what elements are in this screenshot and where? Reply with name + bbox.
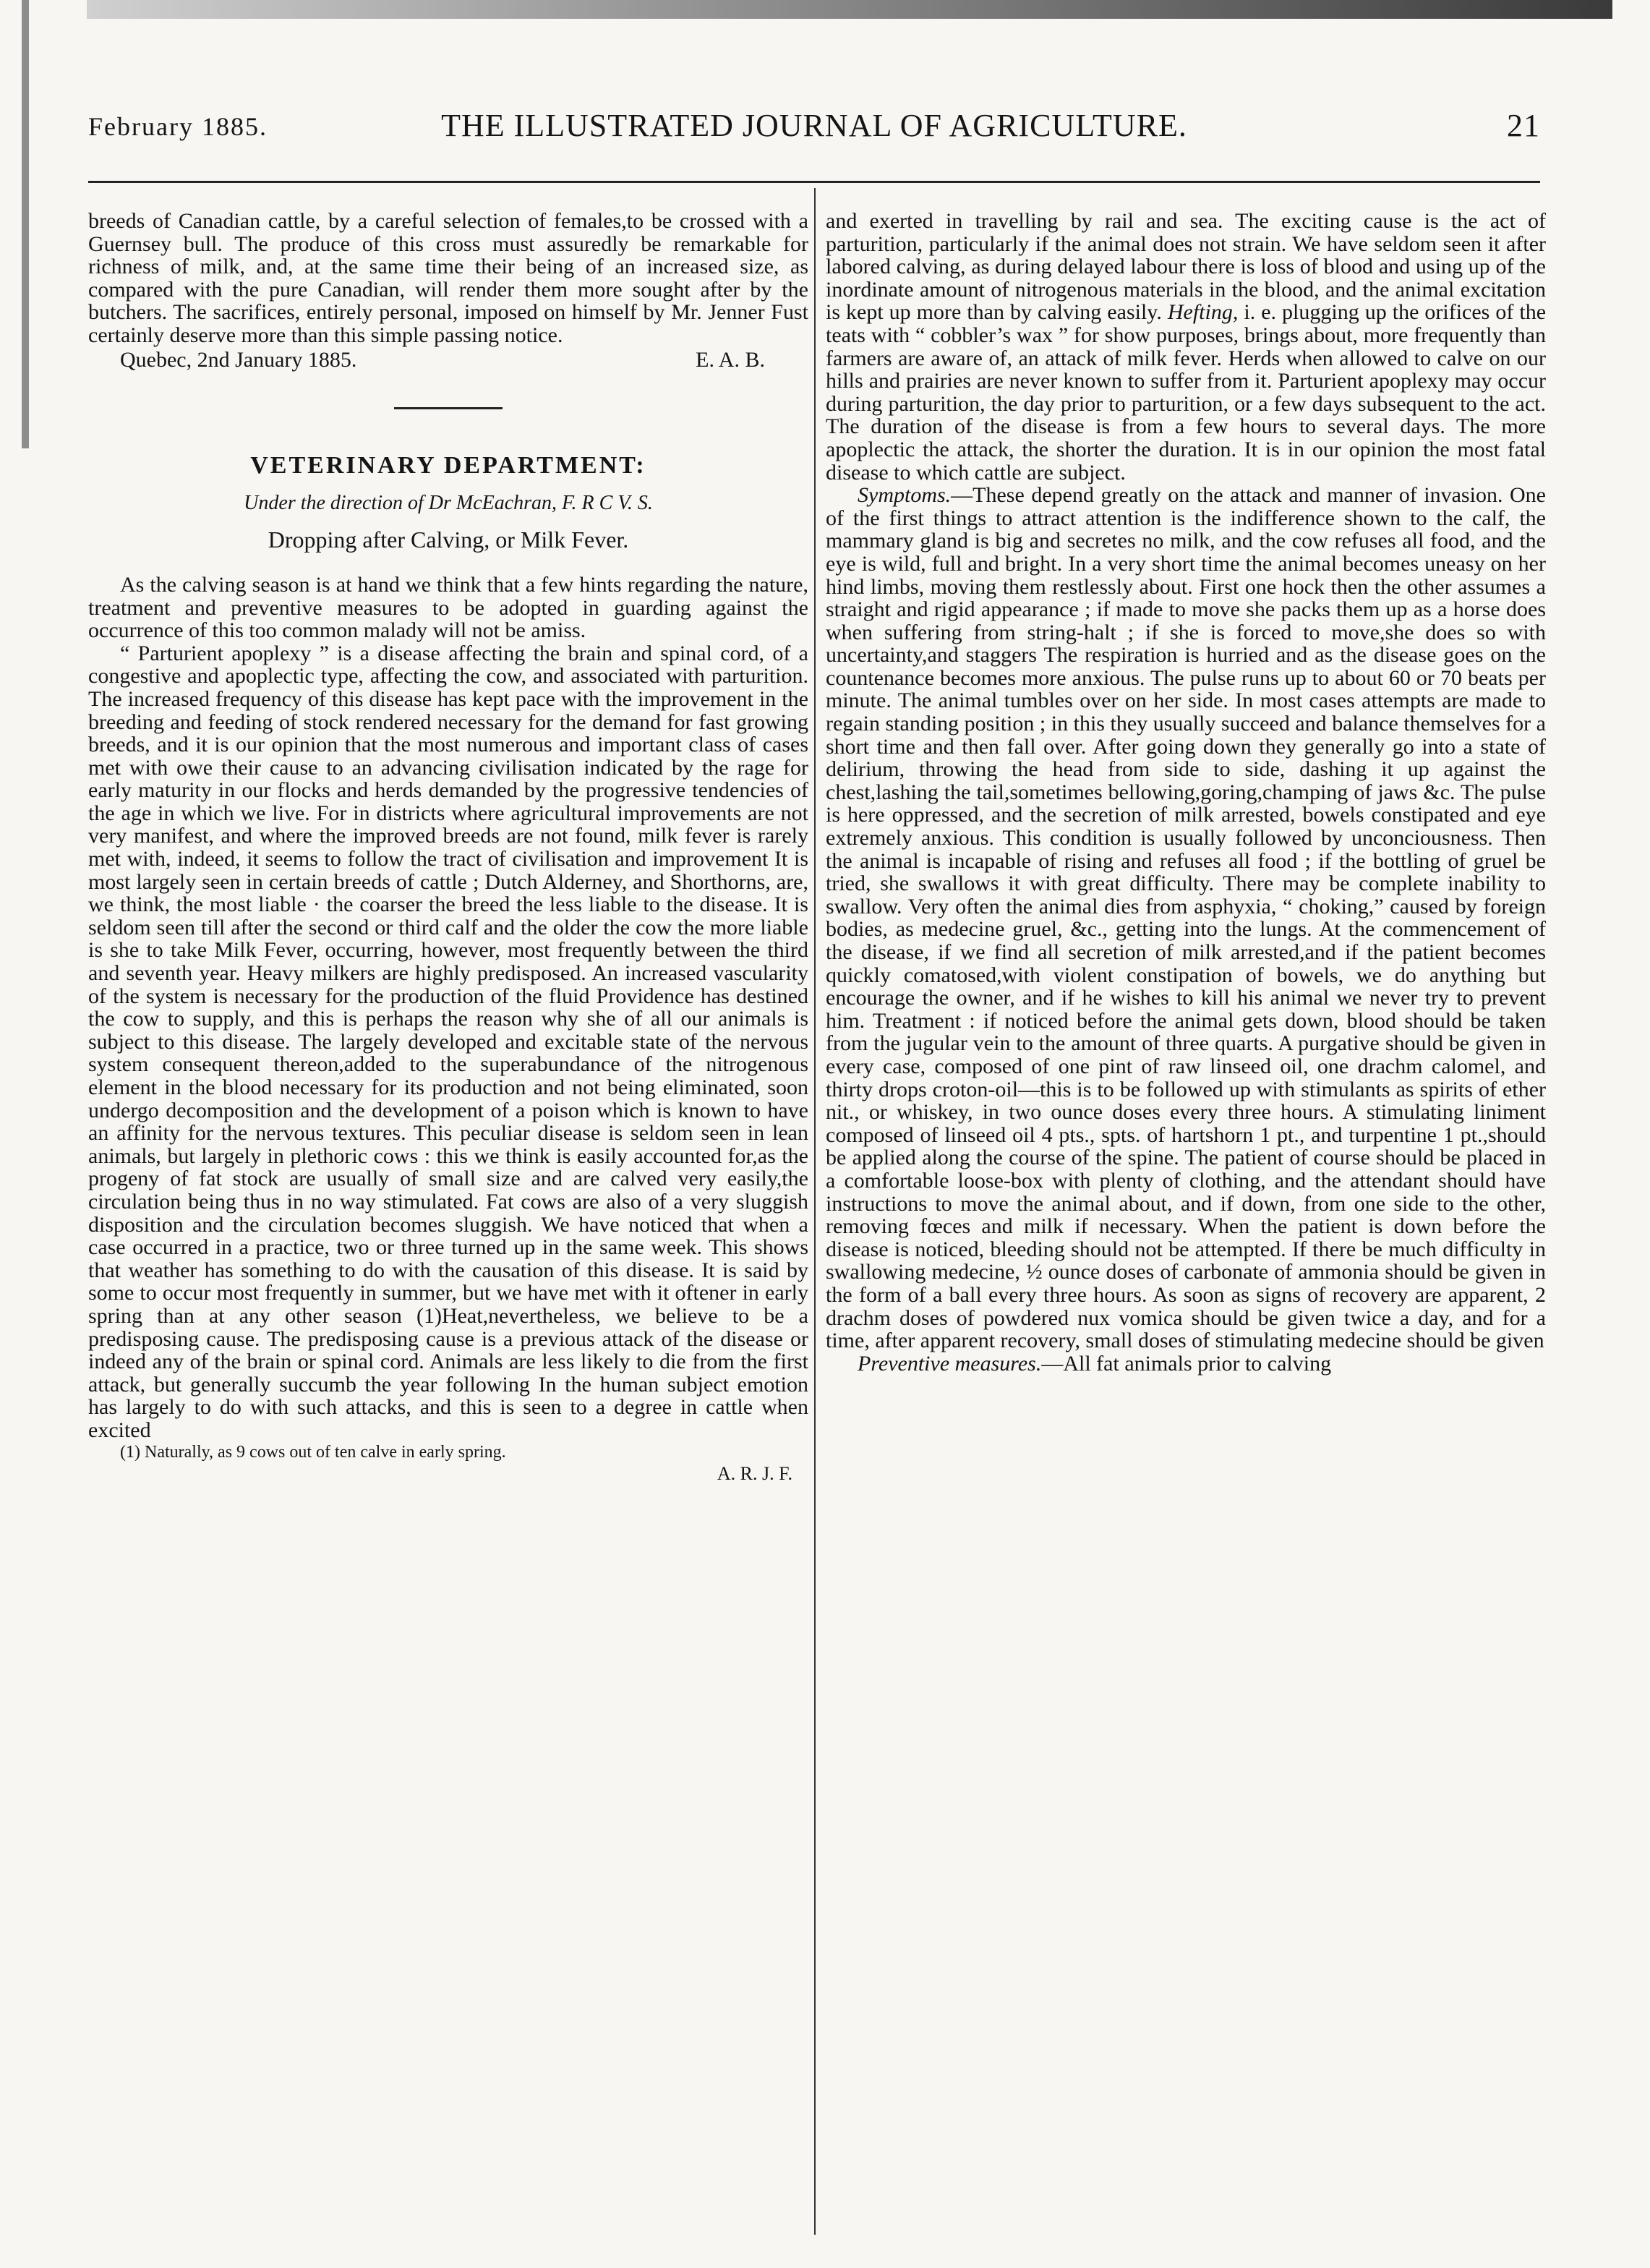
column-divider	[814, 188, 816, 2235]
hefting-term: Hefting,	[1167, 300, 1239, 325]
paragraph	[826, 1352, 1546, 1376]
preventive-heading: Preventive measures.	[858, 1351, 1042, 1376]
header-rule	[88, 181, 1540, 183]
place-date: Quebec, 2nd January 1885.	[120, 347, 357, 372]
signature-line	[88, 349, 808, 372]
section-subtitle: Under the direction of Dr McEachran, F. R C V. S.	[244, 491, 653, 514]
issue-date: February 1885.	[88, 112, 268, 141]
journal-title: THE ILLUSTRATED JOURNAL OF AGRICULTURE.	[441, 108, 1187, 143]
page-header	[88, 107, 1540, 153]
paragraph	[826, 484, 1546, 1352]
preventive-text: —All fat animals prior to calving	[1041, 1351, 1332, 1376]
paragraph: “ Parturient apoplexy ” is a disease affecting the brain and spinal cord, of a congestive and apoplectic type, affecting the cow, and associated with parturition. The increased frequency of this disease has kept pace with the improvement in the breeding and feeding of stock rendered necessary for the demand for fast growing breeds, and it is our opinion that the most numerous and important class of cases met with owe their cause to an advancing civilisation indicated by the rage for early maturity in our flocks and herds demanded by the progressive tendencies of the age in which we live. For in districts where agricultural improvements are not very manifest, and where the improved breeds are not found, milk fever is rarely met with, indeed, it seems to follow the tract of civilisation and improvement It is most largely seen in certain breeds of cattle ; Dutch Alderney, and Shorthorns, are, we think, the most liable · the coarser the breed the less liable to the disease. It is seldom seen till after the second or third calf and the older the cow the more liable is she to take Milk Fever, occurring, however, most frequently between the third and seventh year. Heavy milkers are highly predisposed. An increased vascularity of the system is necessary for the production of the fluid Providence has destined the cow to supply, and this is perhaps the reason why she of all our animals is subject to this disease. The largely developed and excitable state of the nervous system consequent thereon,added to the superabundance of the nitrogenous element in the blood necessary for its production and not being eliminated, soon undergo decomposition and the development of a poison which is known to have an affinity for the nervous textures. This peculiar disease is seldom seen in lean animals, but largely in plethoric cows : this we think is easily accounted for,as the progeny of fat stock are usually of small size and are calved very easily,the circulation being thus in no way stimulated. Fat cows are also of a very sluggish disposition and the circulation becomes sluggish. We have noticed that when a case occurred in a practice, two or three turned up in the same week. This shows that weather has something to do with the causation of this disease. It is said by some to occur most frequently in summer, but we have met with it oftener in early spring than at any other season (1)Heat,nevertheless, we believe to be a predisposing cause. The predisposing cause is a previous attack of the disease or indeed any of the brain or spinal cord. Animals are less likely to die from the first attack, but generally succumb the year following In the human subject emotion has largely to do with such attacks, and this is seen to a degree in cattle when excited	[88, 641, 808, 1442]
left-column	[88, 210, 808, 1485]
signature: E. A. B.	[696, 347, 765, 372]
article-title: Dropping after Calving, or Milk Fever.	[268, 526, 629, 553]
footnote-initials: A. R. J. F.	[717, 1462, 792, 1484]
scan-top-band	[87, 0, 1612, 19]
paragraph-text: i. e. plugging up the orifices of the teats with “ cobbler’s wax ” for show purposes, brings about, more frequently than farmers are aware of, an attack of milk fever. Herds when allowed to calve on our hills and prairies are never known to suffer from it. Parturient apoplexy may occur during parturition, the day prior to parturition, or a few days subsequent to the act. The duration of the disease is from a few hours to several days. The more apoplectic the attack, the shorter the duration. It is in our opinion the most fatal disease to which cattle are subject.	[826, 300, 1547, 485]
right-column	[826, 210, 1546, 1375]
section-title: VETERINARY DEPARTMENT:	[250, 452, 646, 479]
scan-left-edge	[22, 0, 29, 448]
paragraph-text: and exerted in travelling by rail and sea. The exciting cause is the act of parturition, particularly if the animal does not strain. We have seldom seen it after labored calving, as during delayed labour there is loss of blood and using up of the inordinate amount of nitrogenous materials in the blood, and the animal excitation is kept up more than by calving easily.	[826, 209, 1546, 325]
paragraph: As the calving season is at hand we think that a few hints regarding the nature, treatment and preventive measures to be adopted in guarding against the occurrence of this too common malady will not be amiss.	[88, 572, 808, 643]
symptoms-heading: Symptoms.	[858, 483, 952, 508]
section-separator	[394, 407, 503, 409]
paragraph	[826, 210, 1546, 484]
page-number: 21	[1507, 108, 1540, 143]
intro-paragraph: breeds of Canadian cattle, by a careful selection of females,to be crossed with a Guernsey bull. The produce of this cross must assuredly be remarkable for richness of milk, and, at the same time their being of an increased size, as compared with the pure Canadian, will render them more sought after by the butchers. The sacrifices, entirely personal, imposed on himself by Mr. Jenner Fust certainly deserve more than this simple passing notice.	[88, 209, 808, 347]
footnote: (1) Naturally, as 9 cows out of ten calve in early spring.	[120, 1442, 506, 1462]
symptoms-text: —These depend greatly on the attack and manner of invasion. One of the first things to attract attention is the indifference shown to the calf, the mammary gland is big and secretes no milk, and the cow refuses all food, and the eye is wild, full and bright. In a very short time the animal becomes uneasy on her hind limbs, moving them restlessly about. First one hock then the other assumes a straight and rigid appearance ; if made to move she packs them up as a horse does when suffering from string-halt ; if she is forced to move,she does so with uncertainty,and staggers The respiration is hurried and as the disease goes on the countenance becomes more anxious. The pulse runs up to about 60 or 70 beats per minute. The animal tumbles over on her side. In most cases attempts are made to regain standing position ; in this they usually succeed and balance themselves for a short time and then fall over. After going down they generally go into a state of delirium, throwing the head from side to side, dashing it up against the chest,lashing the tail,sometimes bellowing,goring,champing of jaws &c. The pulse is here oppressed, and the secretion of milk arrested, bowels constipated and eye extremely anxious. This condition is usually followed by unconciousness. Then the animal is incapable of rising and refuses all food ; if the bottling of gruel be tried, she swallows it with great difficulty. There may be complete inability to swallow. Very often the animal dies from asphyxia, “ choking,” caused by foreign bodies, as medecine gruel, &c., getting into the lungs. At the commencement of the disease, if we find all secretion of milk arrested,and if the patient becomes quickly comatosed,with violent constipation of bowels, we do anything but encourage the owner, and if he wishes to kill his animal we never try to prevent him. Treatment : if noticed before the animal gets down, blood should be taken from the jugular vein to the amount of three quarts. A purgative should be given in every case, composed of one pint of raw linseed oil, one drachm calomel, and thirty drops croton-oil—this is to be followed up with stimulants as spirits of ether nit., or whiskey, in two ounce doses every three hours. A stimulating liniment composed of linseed oil 4 pts., spts. of hartshorn 1 pt., and turpentine 1 pt.,should be applied along the course of the spine. The patient of course should be placed in a comfortable loose-box with plenty of clothing, and the attendant should have instructions to move the animal about, and if down, from one side to the other, removing fœces and milk if necessary. When the patient is down before the disease is noticed, bleeding should not be attempted. If there be much difficulty in swallowing medecine, ½ ounce doses of carbonate of ammonia should be given in the form of a ball every three hours. As soon as signs of recovery are apparent, 2 drachm doses of powdered nux vomica should be given twice a day, and for a time, after apparent recovery, small doses of stimulating medecine should be given	[826, 483, 1546, 1353]
